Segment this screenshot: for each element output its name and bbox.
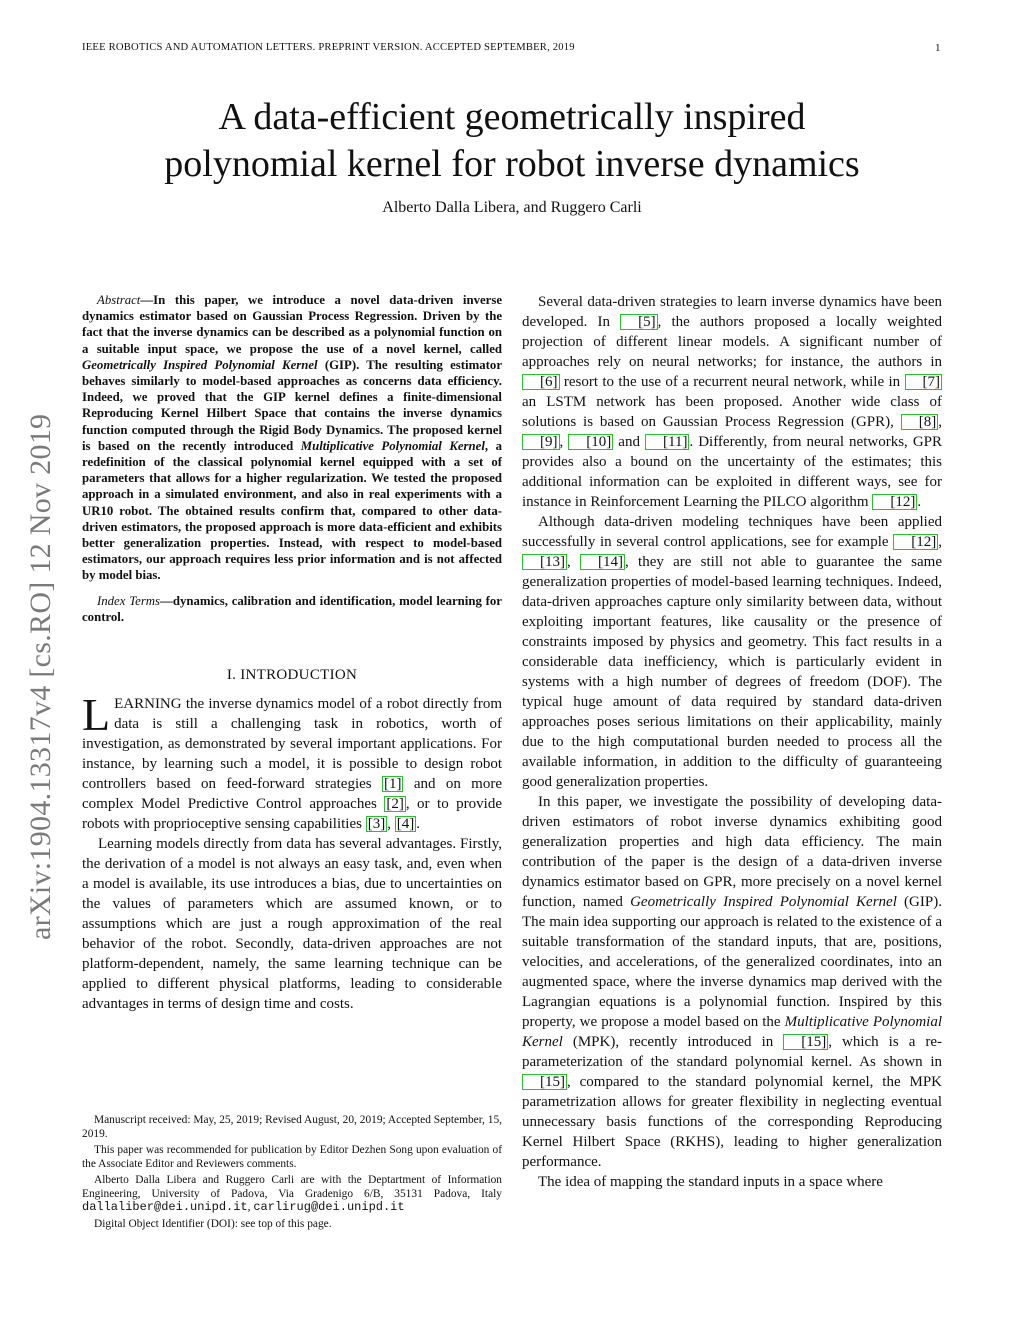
body-paragraph: In this paper, we investigate the possibility of developing data-driven estimators of robot inverse dynamics exhibiting good generalization properties and high data efficiency. The main contribution of the paper is the design of a data-driven inverse dynamics estimator based on GPR, more precisely on a novel kernel function, named Geometrically Inspired Polynomial Kernel (GIP). The main idea supporting our approach is related to the existence of a suitable transformation of the standard inputs, that are, positions, velocities, and accelerations, of the generalized coordinates, into an augmented space, where the inverse dynamics map derived with the Lagrangian equations is a polynomial function. Inspired by this property, we propose a model based on the Multiplicative Polynomial Kernel (MPK), recently introduced in [15] , which is a re-parameterization of the standard polynomial kernel. As shown in [15] , compared to the standard polynomial kernel, the MPK parametrization allows for greater flexibility in neglecting eventual unnecessary basis functions of the corresponding Reproducing Kernel Hilbert Space (RKHS), leading to higher generalization performance. [522,794,943,1170]
citation-link[interactable]: [6] [522,374,560,390]
footnotes [82,1114,502,1234]
footnote-editor: This paper was recommended for publication by Editor Dezhen Song upon evaluation of the Associate Editor and Reviewers comments. [82,1144,502,1170]
citation-link[interactable]: [10] [568,434,613,450]
intro-paragraph-1: LEARNING the inverse dynamics model of a robot directly from data is still a challenging task in robotics, worth of investigation, as demonstrated by several important applications. For instance, by learning such a model, it is possible to design robot controllers based on feed-forward strategies [1] and on more complex Model Predictive Control approaches [2] , or to provide robots with proprioceptive sensing capabilities [3] , [4] . [82,689,502,833]
intro-paragraph-2: Learning models directly from data has several advantages. Firstly, the derivation of a model is not always an easy task, and, even when a model is available, its use introduces a bias, due to uncertainties on the values of parameters which are assumed known, or to assumptions which are just a rough approximation of the real behavior of the robot. Secondly, data-driven approaches are not platform-dependent, namely, the same learning technique can be applied to different physical platforms, leading to considerable advantages in terms of design time and costs. [82,836,502,1013]
title-line-1: A data-efficient geometrically inspired [218,96,806,138]
arxiv-watermark: arXiv:1904.13317v4 [cs.RO] 12 Nov 2019 [24,413,57,940]
email-link[interactable]: carlirug@dei.unipd.it [253,1200,405,1214]
right-column [522,292,942,1192]
footnote-affiliation: Alberto Dalla Libera and Ruggero Carli are with the Deptartment of Information Engineering, University of Padova, Via Gradenigo 6/B, 35131 Padova, Italy dallaliber@dei.unipd.it, carlirug@dei.unipd.it [82,1174,502,1214]
page-number: 1 [935,42,941,54]
citation-link[interactable]: [3] [367,816,386,833]
citation-link[interactable]: [8] [901,414,939,430]
body-paragraph: The idea of mapping the standard inputs in a space where [538,1174,883,1190]
email-link[interactable]: dallaliber@dei.unipd.it [82,1200,248,1214]
authors: Alberto Dalla Libera, and Ruggero Carli [382,199,642,216]
citation-link[interactable]: [11] [645,434,689,450]
footnote-manuscript: Manuscript received: May, 25, 2019; Revised August, 20, 2019; Accepted September, 15, 2019. [82,1114,502,1140]
citation-link[interactable]: [14] [580,554,625,570]
section-heading-introduction: I. INTRODUCTION [226,667,358,684]
citation-link[interactable]: [15] [783,1034,828,1050]
paper-title [80,94,944,188]
abstract-label: Abstract [97,293,141,307]
citation-link[interactable]: [4] [396,816,415,833]
citation-link[interactable]: [15] [522,1074,567,1090]
citation-link[interactable]: [9] [522,434,560,450]
drop-cap: L [82,689,111,741]
body-paragraph: Although data-driven modeling techniques have been applied successfully in several control applications, see for example [12] , [13] , [14] , they are still not able to guarantee the same generalization properties of model-based learning techniques. Indeed, data-driven approaches capture only similarity between data, without exploiting important features, like causality or the presence of constraints imposed by physics and geometry. This fact results in a considerable data inefficiency, which is particularly evident in systems with a high number of degrees of freedom (DOF). The typical huge amount of data required by standard data-driven approaches poses serious limitations on their applicability, mainly due to the high computational burden needed to process all the available information, in addition to the difficulty of guaranteeing good generalization properties. [522,514,942,790]
index-terms-label: Index Terms [97,593,161,608]
citation-link[interactable]: [12] [893,534,938,550]
citation-link[interactable]: [2] [386,796,404,813]
index-terms: Index Terms—dynamics, calibration and identification, model learning for control. [82,593,502,624]
citation-link[interactable]: [13] [522,554,567,570]
running-header: IEEE ROBOTICS AND AUTOMATION LETTERS. PREPRINT VERSION. ACCEPTED SEPTEMBER, 2019 [82,42,575,53]
left-column [82,292,502,1014]
citation-link[interactable]: [1] [383,776,402,793]
body-paragraph: Several data-driven strategies to learn inverse dynamics have been developed. In [5] , the authors proposed a locally weighted projection of different linear models. A significant number of approaches rely on neural networks; for instance, the authors in [6] resort to the use of a recurrent neural network, while in [7] an LSTM network has been proposed. Another wide class of solutions is based on Gaussian Process Regression (GPR), [8] , [9] , [10] and [11] . Differently, from neural networks, GPR provides also a bound on the uncertainty of the estimates; this additional information can be exploited in different ways, see for instance in Reinforcement Learning the PILCO algorithm [12] . [522,294,943,510]
abstract: Abstract—In this paper, we introduce a novel data-driven inverse dynamics estimator based on Gaussian Process Regression. Driven by the fact that the inverse dynamics can be described as a polynomial function on a suitable input space, we propose the use of a novel kernel, called Geometrically Inspired Polynomial Kernel (GIP). The resulting estimator behaves similarly to model-based approaches as concerns data efficiency. Indeed, we proved that the GIP kernel defines a finite-dimensional Reproducing Kernel Hilbert Space that contains the inverse dynamics function computed through the Rigid Body Dynamics. The proposed kernel is based on the recently introduced Multiplicative Polynomial Kernel, a redefinition of the classical polynomial kernel equipped with a set of parameters that allows for a higher regularization. We tested the proposed approach in a simulated environment, and also in real experiments with a UR10 robot. The obtained results confirm that, compared to other data-driven estimators, the proposed approach is more data-efficient and exhibits better generalization properties. Instead, with respect to model-based estimators, our approach requires less prior information and is not affected by model bias. [82,293,503,583]
title-line-2: polynomial kernel for robot inverse dynamics [164,143,860,185]
footnote-doi: Digital Object Identifier (DOI): see top of this page. [94,1217,332,1230]
citation-link[interactable]: [12] [872,494,917,510]
citation-link[interactable]: [7] [905,374,943,390]
citation-link[interactable]: [5] [620,314,658,330]
